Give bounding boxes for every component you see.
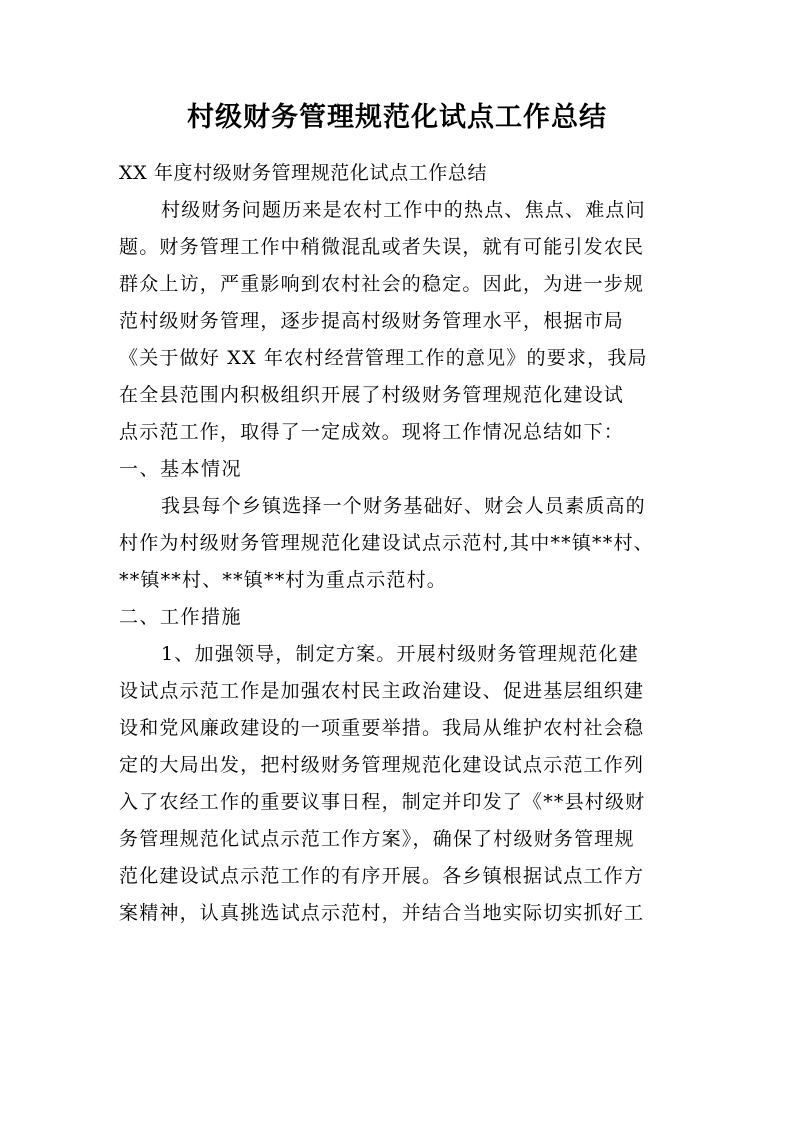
document-subtitle: XX 年度村级财务管理规范化试点工作总结 (119, 162, 488, 184)
paragraph-line: 设和党风廉政建设的一项重要举措。我局从维护农村社会稳 (119, 717, 645, 739)
paragraph-line: 案精神，认真挑选试点示范村，并结合当地实际切实抓好工 (119, 902, 645, 924)
paragraph-line: 《关于做好 XX 年农村经营管理工作的意见》的要求，我局 (119, 347, 648, 369)
paragraph-line: 村作为村级财务管理规范化建设试点示范村,其中**镇**村、 (119, 532, 654, 554)
paragraph-line: 村级财务问题历来是农村工作中的热点、焦点、难点问 (161, 199, 646, 221)
paragraph-intro (119, 192, 679, 451)
paragraph-line: 定的大局出发，把村级财务管理规范化建设试点示范工作列 (119, 754, 645, 776)
paragraph-line: 题。财务管理工作中稍微混乱或者失误，就有可能引发农民 (119, 236, 645, 258)
paragraph-line: 群众上访，严重影响到农村社会的稳定。因此，为进一步规 (119, 273, 645, 295)
paragraph-line: 入了农经工作的重要议事日程，制定并印发了《**县村级财 (119, 791, 646, 813)
paragraph-line: 范化建设试点示范工作的有序开展。各乡镇根据试点工作方 (119, 865, 645, 887)
paragraph-line: 务管理规范化试点示范工作方案》，确保了村级财务管理规 (119, 828, 635, 850)
paragraph-line: 在全县范围内积极组织开展了村级财务管理规范化建设试 (119, 384, 625, 406)
paragraph-line: 设试点示范工作是加强农村民主政治建设、促进基层组织建 (119, 680, 645, 702)
paragraph-line: 我县每个乡镇选择一个财务基础好、财会人员素质高的 (161, 495, 646, 517)
paragraph-line: 范村级财务管理，逐步提高村级财务管理水平，根据市局 (119, 310, 625, 332)
paragraph-line: **镇**村、**镇**村为重点示范村。 (119, 569, 448, 591)
section-heading-measures: 二、工作措施 (119, 606, 243, 628)
paragraph-basic (119, 488, 679, 599)
document-title: 村级财务管理规范化试点工作总结 (187, 102, 607, 133)
section-heading-basic: 一、基本情况 (119, 458, 243, 480)
paragraph-line: 1、加强领导，制定方案。开展村级财务管理规范化建 (161, 643, 639, 665)
paragraph-line: 点示范工作，取得了一定成效。现将工作情况总结如下： (119, 421, 625, 443)
paragraph-measures (119, 636, 679, 932)
document-body (119, 155, 679, 932)
